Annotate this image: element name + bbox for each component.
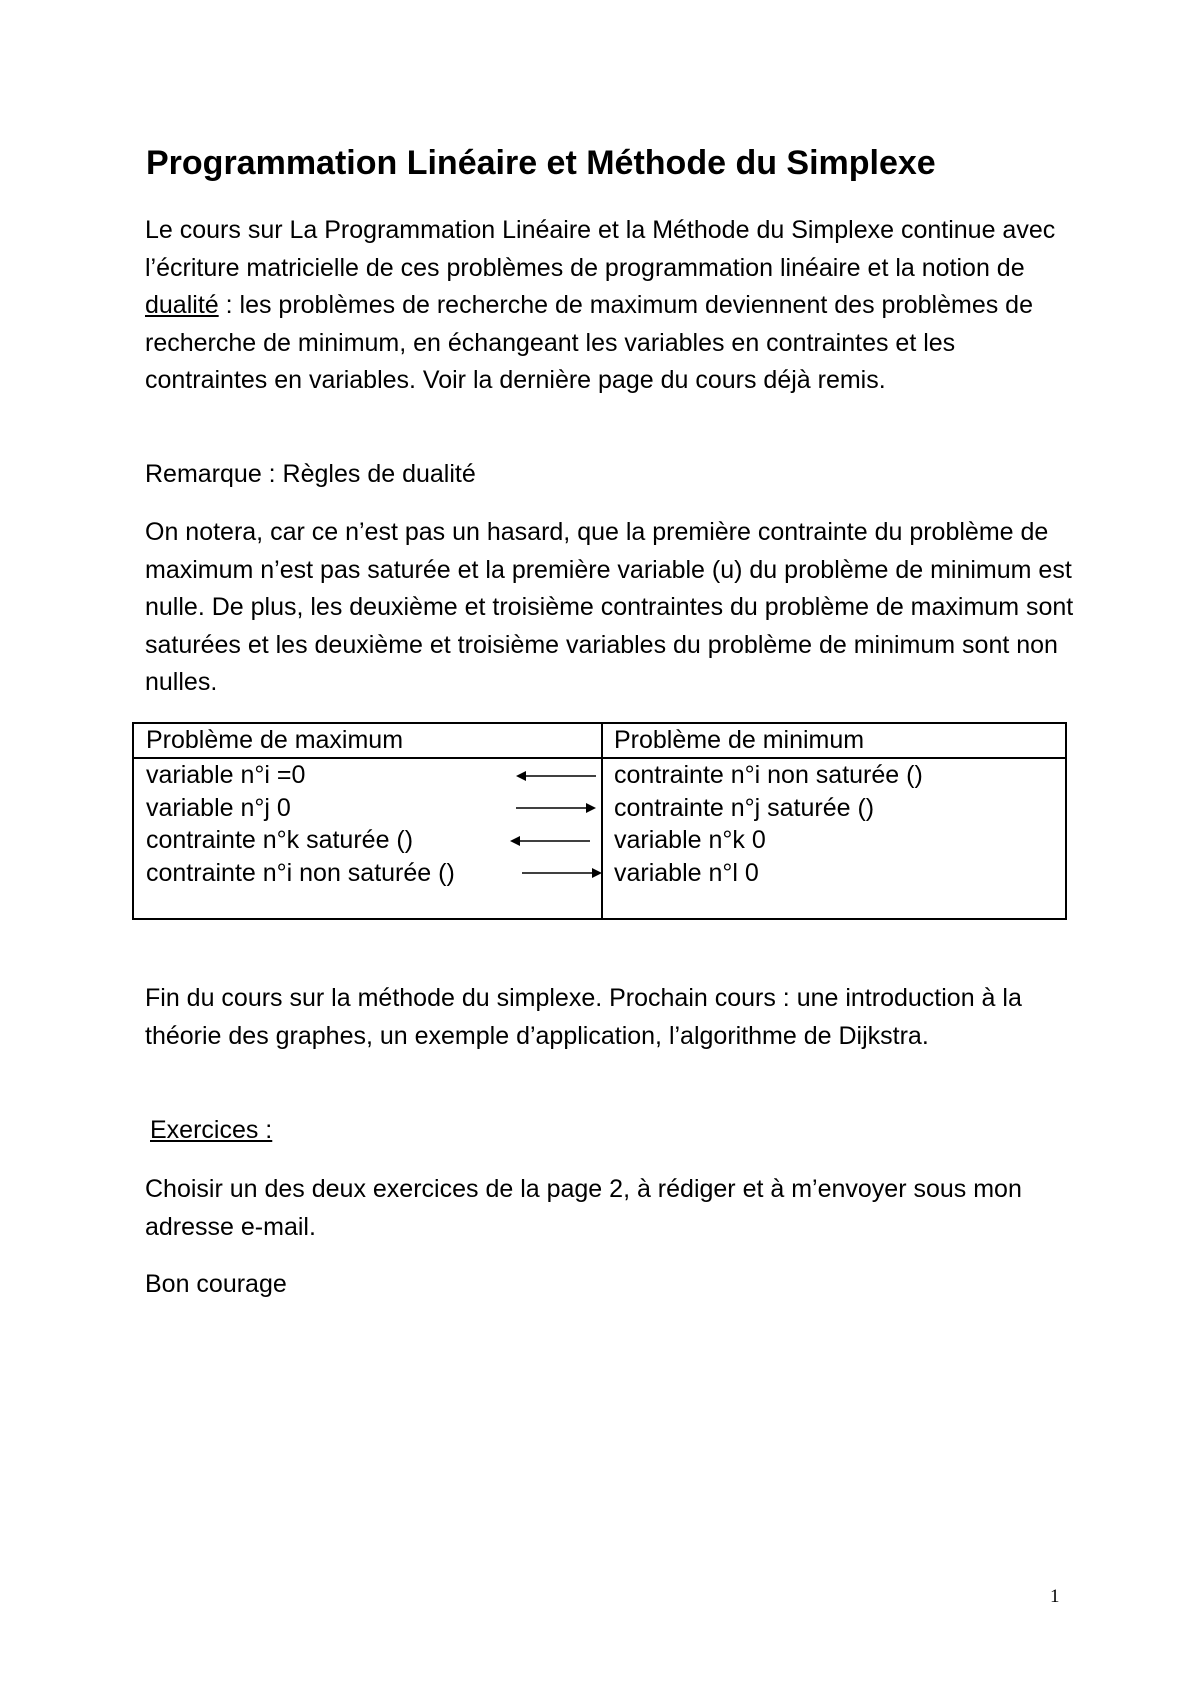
table-row-1-left: variable n°i =0: [146, 761, 306, 789]
arrow-right-icon: [516, 801, 596, 815]
table-header-min: Problème de minimum: [614, 726, 865, 754]
table-row-2-left: variable n°j 0: [146, 794, 291, 822]
conclusion-paragraph: Fin du cours sur la méthode du simplexe. Prochain cours : une introduction à la théorie des graphes, un exemple d’application, l’algorithme de Dijkstra.: [145, 984, 1022, 1050]
note-paragraph: On notera, car ce n’est pas un hasard, que la première contrainte du problème de maximum n’est pas saturée et la première variable (u) du problème de minimum est nulle. De plus, les deuxième et troisième contraintes du problème de maximum sont saturées et les deuxième et troisième variables du problème de minimum sont non nulles.: [145, 518, 1074, 696]
table-row-2-right: contrainte n°j saturée (): [614, 794, 875, 822]
table-row-4-left: contrainte n°i non saturée (): [146, 859, 455, 887]
page-title: Programmation Linéaire et Méthode du Simplexe: [146, 144, 936, 182]
table-row-3-left: contrainte n°k saturée (): [146, 826, 414, 854]
table-row-4-right: variable n°l 0: [614, 859, 759, 887]
page-number: 1: [1050, 1586, 1060, 1607]
table-header-max: Problème de maximum: [146, 726, 404, 754]
intro-text-after: : les problèmes de recherche de maximum deviennent des problèmes de recherche de minimum, en échangeant les variables en contraintes et les contraintes en variables. Voir la dernière page du cours déjà remis.: [145, 291, 1033, 394]
table-row-3-right: variable n°k 0: [614, 826, 766, 854]
arrow-right-icon: [522, 866, 602, 880]
table-column-divider: [601, 724, 603, 918]
exercises-paragraph: Choisir un des deux exercices de la page 2, à rédiger et à m’envoyer sous mon adresse e-mail.: [145, 1175, 1022, 1241]
exercises-heading: Exercices :: [150, 1116, 273, 1144]
intro-text-before: Le cours sur La Programmation Linéaire et la Méthode du Simplexe continue avec l’écriture matricielle de ces problèmes de programmation linéaire et la notion de: [145, 216, 1056, 282]
arrow-left-icon: [516, 769, 596, 783]
closing-line: Bon courage: [145, 1270, 287, 1298]
intro-paragraph: [145, 212, 1075, 400]
arrow-left-icon: [510, 834, 590, 848]
duality-table: [132, 722, 1067, 920]
remark-line: Remarque : Règles de dualité: [145, 460, 476, 488]
table-row-1-right: contrainte n°i non saturée (): [614, 761, 923, 789]
intro-underlined-term: dualité: [145, 291, 219, 319]
